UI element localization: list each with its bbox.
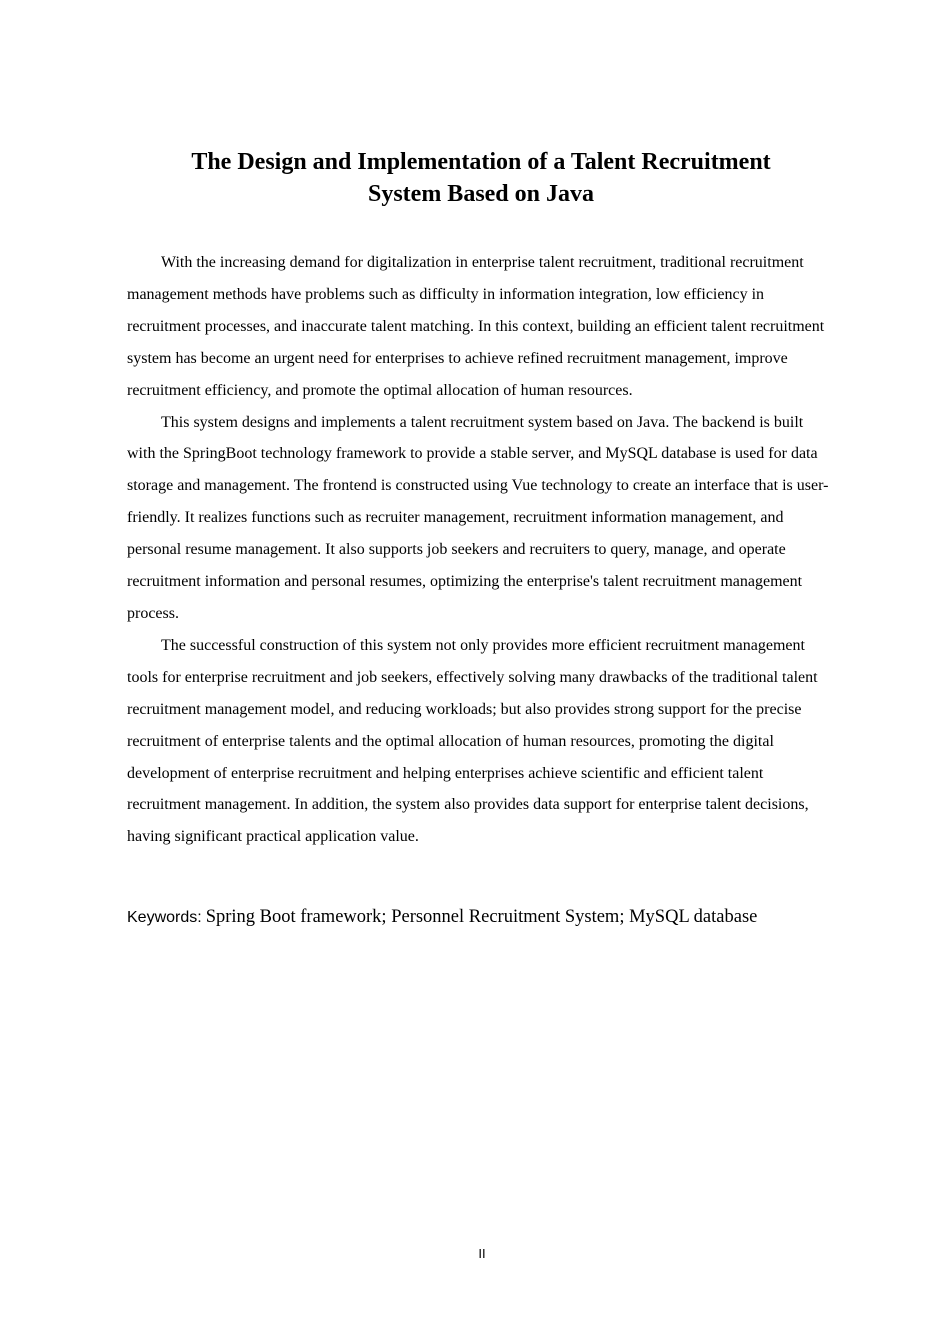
- abstract-paragraph-1: With the increasing demand for digitalization in enterprise talent recruitment, traditional recruitment management methods have problems such as difficulty in information integration, low efficiency in recruitment processes, and inaccurate talent matching. In this context, building an efficient talent recruitment system has become an urgent need for enterprises to achieve refined recruitment management, improve recruitment efficiency, and promote the optimal allocation of human resources.: [127, 254, 825, 399]
- keywords-text: Spring Boot framework; Personnel Recruitment System; MySQL database: [205, 907, 758, 927]
- abstract-body: [127, 247, 835, 853]
- title-line-1: The Design and Implementation of a Talent Recruitment: [191, 149, 771, 175]
- title-line-2: System Based on Java: [367, 181, 595, 207]
- abstract-paragraph-3: The successful construction of this system not only provides more efficient recruitment management tools for enterprise recruitment and job seekers, effectively solving many drawbacks of the traditional talent recruitment management model, and reducing workloads; but also provides strong support for the precise recruitment of enterprise talents and the optimal allocation of human resources, promoting the digital development of enterprise recruitment and helping enterprises achieve scientific and efficient talent recruitment management. In addition, the system also provides data support for enterprise talent decisions, having significant practical application value.: [127, 636, 818, 846]
- keywords-line: [127, 903, 835, 932]
- keywords-label: Keywords:: [127, 909, 202, 926]
- abstract-paragraph-2: This system designs and implements a talent recruitment system based on Java. The backend is built with the SpringBoot technology framework to provide a stable server, and MySQL database is used for data storage and management. The frontend is constructed using Vue technology to create an interface that is user-friendly. It realizes functions such as recruiter management, recruitment information management, and personal resume management. It also supports job seekers and recruiters to query, manage, and operate recruitment information and personal resumes, optimizing the enterprise's talent recruitment management process.: [127, 413, 829, 622]
- page-number: II: [478, 1246, 486, 1261]
- page-title: [127, 146, 835, 210]
